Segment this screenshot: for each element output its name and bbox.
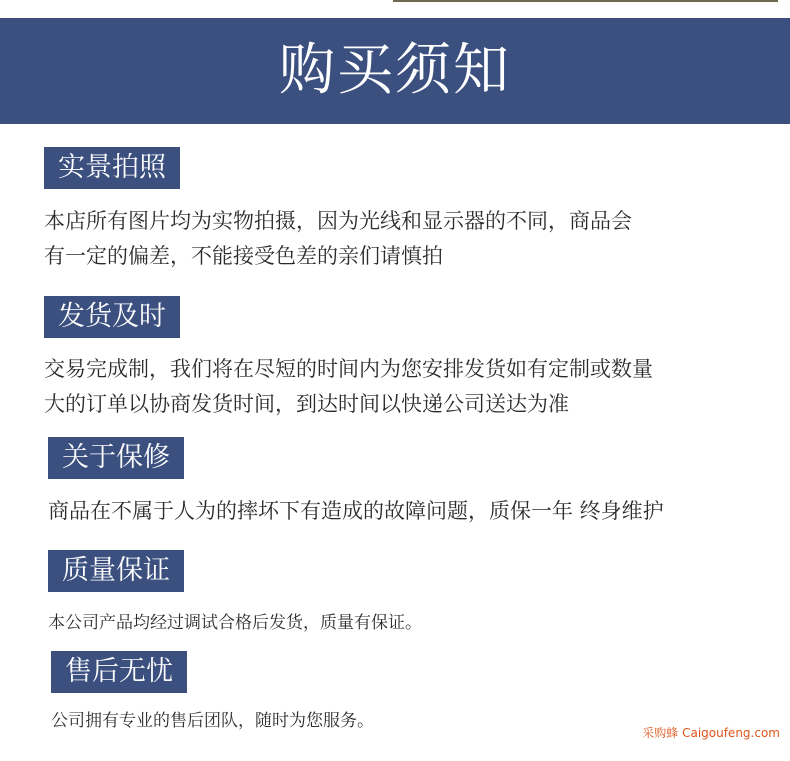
section-text-quality-assurance bbox=[48, 611, 422, 635]
header-banner bbox=[0, 18, 790, 124]
page-title: 购买须知 bbox=[279, 38, 511, 103]
section-text-real-photos bbox=[44, 204, 632, 274]
text-line: 有一定的偏差，不能接受色差的亲们请慎拍 bbox=[44, 244, 443, 268]
section-text-timely-shipping bbox=[44, 352, 653, 422]
text-line: 本店所有图片均为实物拍摄，因为光线和显示器的不同，商品会 bbox=[44, 209, 632, 233]
text-line: 交易完成制，我们将在尽短的时间内为您安排发货如有定制或数量 bbox=[44, 357, 653, 381]
text-line: 本公司产品均经过调试合格后发货，质量有保证。 bbox=[48, 613, 422, 633]
section-label-quality-assurance: 质量保证 bbox=[48, 550, 184, 592]
text-line: 大的订单以协商发货时间，到达时间以快递公司送达为准 bbox=[44, 392, 569, 416]
section-label-warranty: 关于保修 bbox=[48, 437, 184, 479]
section-label-after-sales: 售后无忧 bbox=[51, 651, 187, 693]
top-divider-line bbox=[393, 0, 778, 2]
text-line: 商品在不属于人为的摔坏下有造成的故障问题，质保一年 终身维护 bbox=[48, 499, 664, 523]
section-text-after-sales bbox=[51, 709, 374, 733]
text-line: 公司拥有专业的售后团队，随时为您服务。 bbox=[51, 711, 374, 731]
section-text-warranty bbox=[48, 494, 664, 529]
section-label-real-photos: 实景拍照 bbox=[44, 147, 180, 189]
site-watermark: 采购蜂 Caigoufeng.com bbox=[642, 726, 780, 740]
section-label-timely-shipping: 发货及时 bbox=[44, 296, 180, 338]
